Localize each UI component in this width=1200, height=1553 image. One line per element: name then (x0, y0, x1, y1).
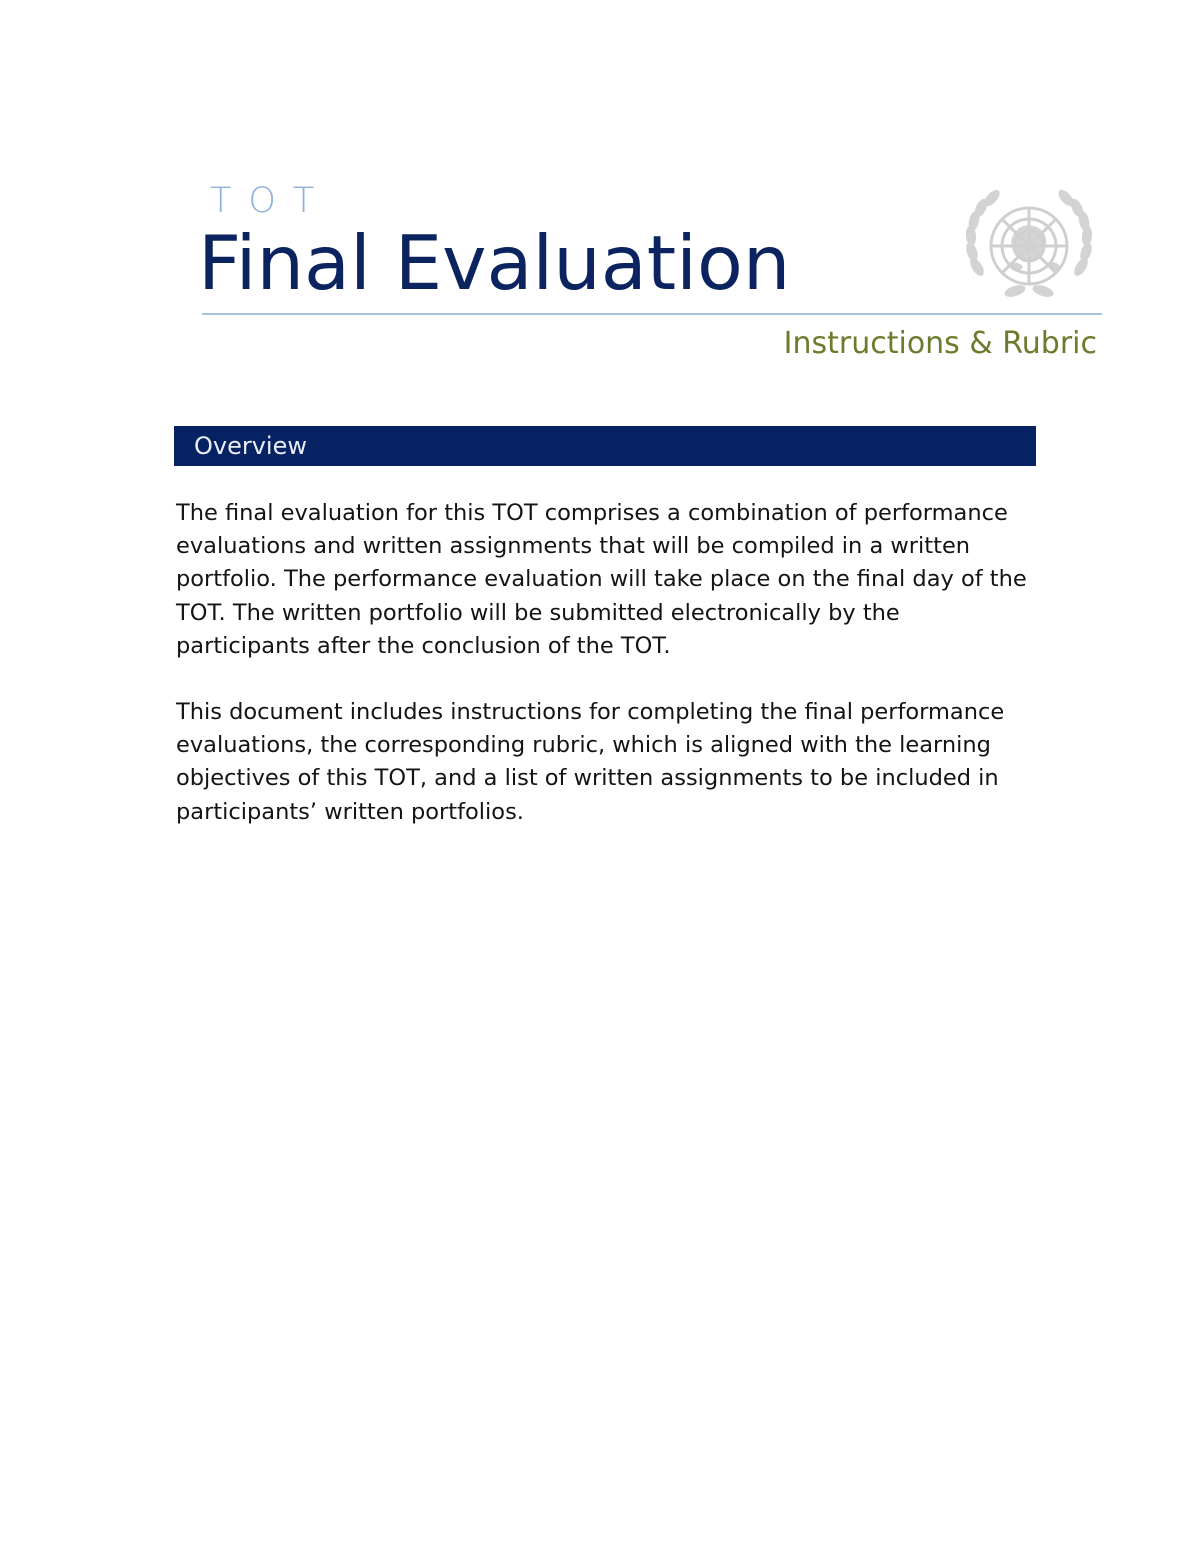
un-emblem-icon (957, 188, 1101, 304)
overview-body (176, 497, 1036, 829)
document-eyebrow: TOT (210, 181, 332, 221)
overview-paragraph-2: This document includes instructions for completing the final performance evaluations, the corresponding rubric, which is aligned with the learning objectives of this TOT, and a list of written assignments to be included in participants’ written portfolios. (176, 699, 1005, 825)
overview-paragraph-1: The final evaluation for this TOT comprises a combination of performance evaluations and written assignments that will be compiled in a written portfolio. The performance evaluation will take place on the final day of the TOT. The written portfolio will be submitted electronically by the participants after the conclusion of the TOT. (176, 500, 1027, 659)
header-rule (202, 313, 1102, 315)
overview-section-header (174, 426, 1036, 466)
document-subtitle: Instructions & Rubric (783, 326, 1097, 361)
document-title: Final Evaluation (198, 219, 791, 307)
overview-heading: Overview (194, 432, 307, 460)
